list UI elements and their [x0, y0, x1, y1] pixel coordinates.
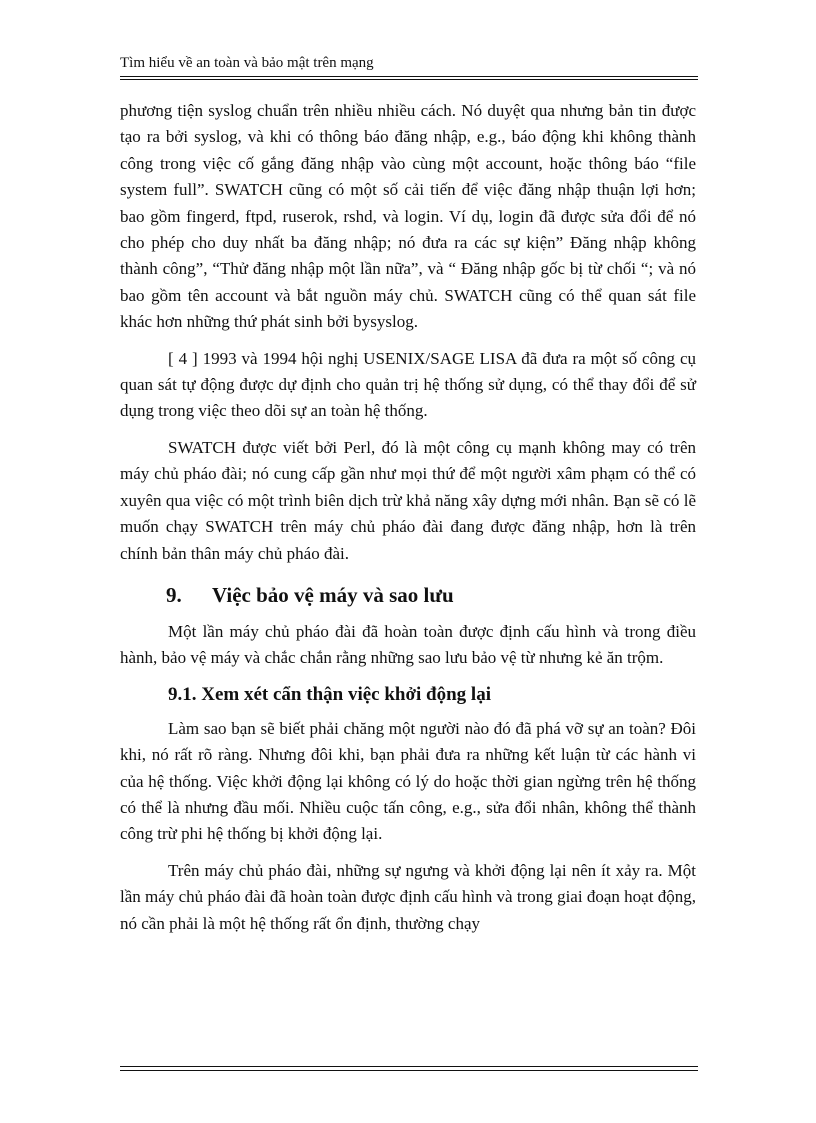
- paragraph-1: phương tiện syslog chuẩn trên nhiều nhiều cách. Nó duyệt qua nhưng bản tin được tạo ra bởi syslog, và khi có thông báo đăng nhập, e.g., báo động khi không thành công trong việc cố gắng đăng nhập vào cùng một account, hoặc thông báo “file system full”. SWATCH cũng có một số cải tiến để việc đăng nhập thuận lợi hơn; bao gồm fingerd, ftpd, ruserok, rshd, và login. Ví dụ, login đã được sửa đổi để nó cho phép cho duy nhất ba đăng nhập; nó đưa ra các sự kiện” Đăng nhập không thành công”, “Thử đăng nhập một lần nữa”, và “ Đăng nhập gốc bị từ chối “; và nó bao gồm tên account và bắt nguồn máy chủ. SWATCH cũng có thể quan sát file khác hơn những thứ phát sinh bởi bysyslog.: [120, 101, 696, 332]
- paragraph-2: [ 4 ] 1993 và 1994 hội nghị USENIX/SAGE LISA đã đưa ra một số công cụ quan sát tự động được dự định cho quản trị hệ thống sử dụng, có thể thay đổi để sử dụng trong việc theo dõi sự an toàn hệ thống.: [120, 348, 696, 421]
- header-divider-2: [120, 79, 698, 80]
- page-body: [120, 98, 696, 937]
- section-9-heading: [120, 581, 696, 609]
- paragraph-6: Trên máy chủ pháo đài, những sự ngưng và khởi động lại nên ít xảy ra. Một lần máy chủ pháo đài đã hoàn toàn được định cấu hình và trong giai đoạn hoạt động, nó cần phải là một hệ thống rất ổn định, thường chạy: [120, 860, 696, 933]
- header-divider: [120, 76, 698, 77]
- section-9-1-heading: 9.1. Xem xét cẩn thận việc khởi động lại: [168, 683, 491, 705]
- paragraph-3: SWATCH được viết bởi Perl, đó là một công cụ mạnh không may có trên máy chủ pháo đài; nó cung cấp gần như mọi thứ để một người xâm phạm có thể có xuyên qua việc có một trình biên dịch trừ khả năng xây dựng mới nhân. Bạn sẽ có lẽ muốn chạy SWATCH trên máy chủ pháo đài đang được đăng nhập, hơn là trên chính bản thân máy chủ pháo đài.: [120, 437, 696, 563]
- running-header: Tìm hiểu về an toàn và bảo mật trên mạng: [120, 55, 374, 71]
- footer-divider-2: [120, 1070, 698, 1071]
- section-9-title: Việc bảo vệ máy và sao lưu: [212, 582, 454, 607]
- footer-divider-1: [120, 1066, 698, 1067]
- paragraph-5: Làm sao bạn sẽ biết phải chăng một người nào đó đã phá vỡ sự an toàn? Đôi khi, nó rất rõ ràng. Nhưng đôi khi, bạn phải đưa ra những kết luận từ các hành vi của hệ thống. Việc khởi động lại không có lý do hoặc thời gian ngừng trên hệ thống có thể là nhưng đầu mối. Nhiều cuộc tấn công, e.g., sửa đổi nhân, không thể thành công trừ phi hệ thống bị khởi động lại.: [120, 718, 696, 844]
- paragraph-4: Một lần máy chủ pháo đài đã hoàn toàn được định cấu hình và trong điều hành, bảo vệ máy và chắc chắn rằng những sao lưu bảo vệ từ nhưng kẻ ăn trộm.: [120, 621, 696, 668]
- section-9-number: 9.: [166, 582, 182, 607]
